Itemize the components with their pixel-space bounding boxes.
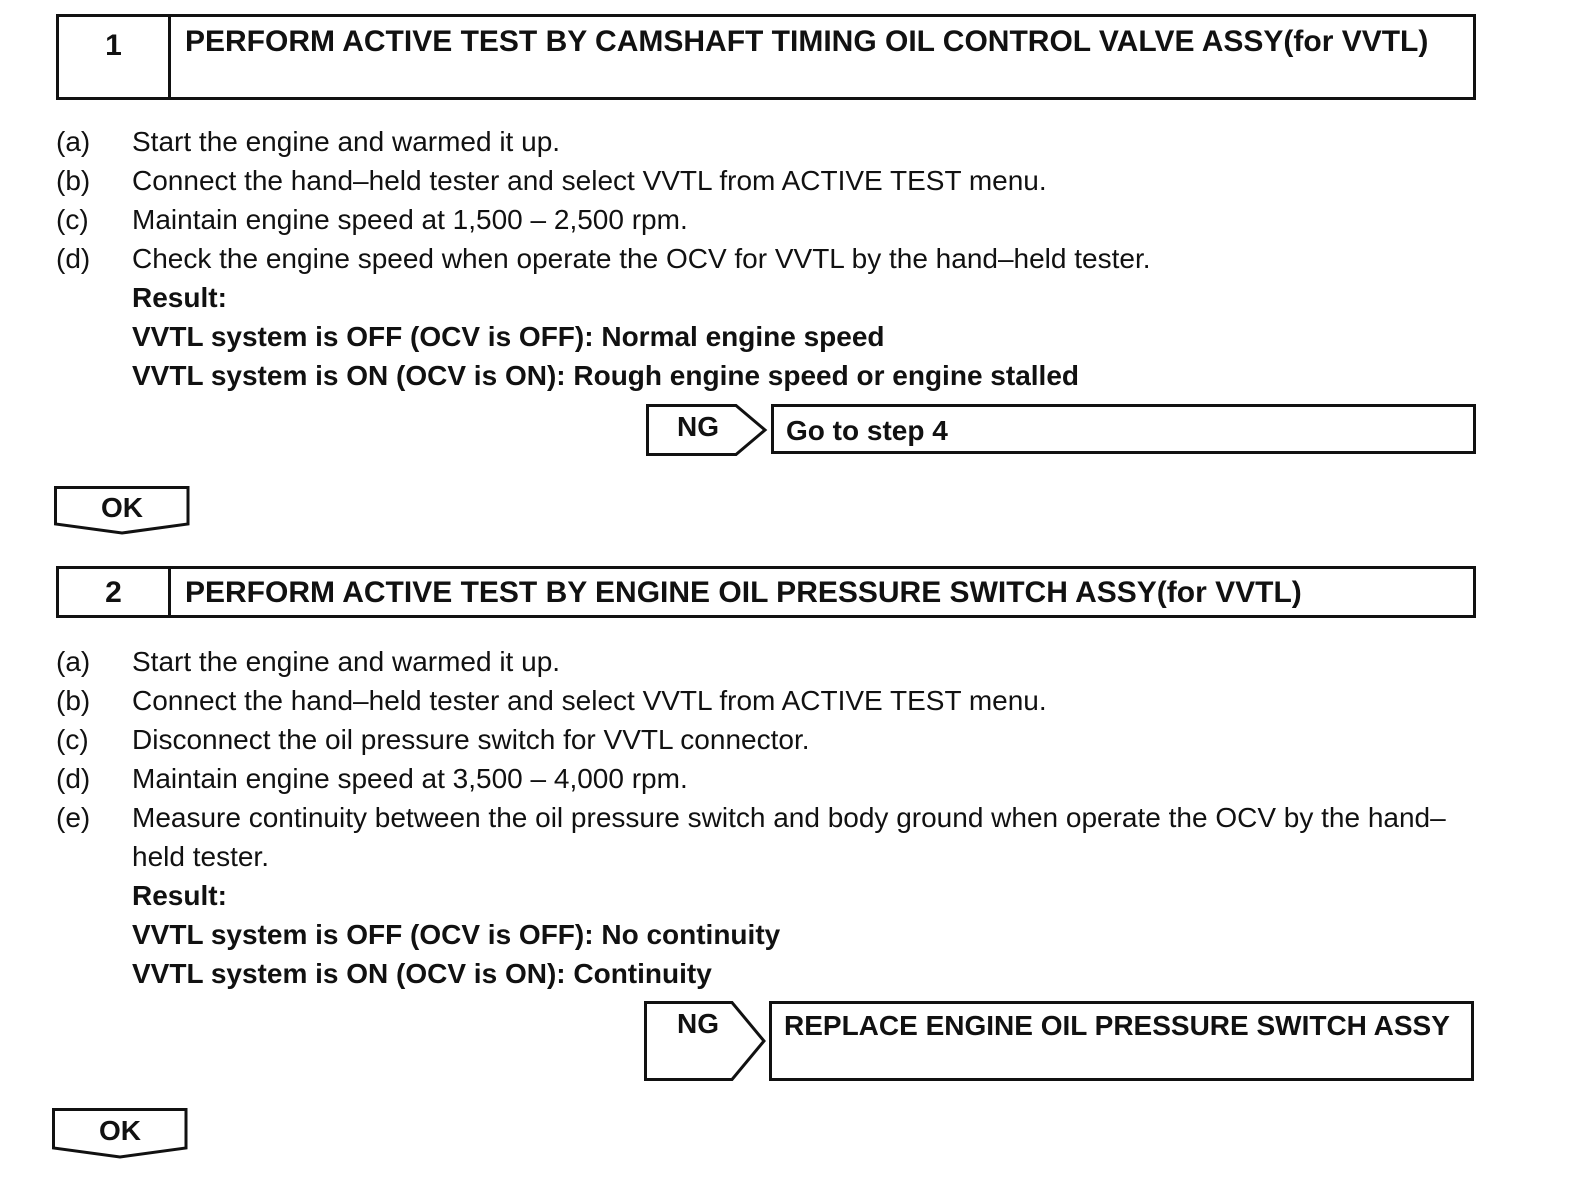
list-item bbox=[56, 161, 1496, 200]
list-item bbox=[56, 642, 1476, 681]
list-item bbox=[56, 759, 1476, 798]
item-label: (c) bbox=[56, 724, 89, 755]
item-label: (b) bbox=[56, 685, 91, 716]
step-1-title: PERFORM ACTIVE TEST BY CAMSHAFT TIMING OIL CONTROL VALVE ASSY(for VVTL) bbox=[185, 25, 1429, 58]
step-2-header bbox=[56, 566, 1476, 618]
step-1-header bbox=[56, 14, 1476, 100]
item-text: Connect the hand–held tester and select VVTL from ACTIVE TEST menu. bbox=[132, 165, 1047, 196]
item-label: (a) bbox=[56, 646, 91, 677]
step-1-result bbox=[132, 278, 1079, 395]
list-item bbox=[56, 239, 1496, 278]
result-heading: Result: bbox=[132, 282, 227, 313]
list-item bbox=[56, 720, 1476, 759]
step-1-ng-label: NG bbox=[677, 411, 719, 442]
step-2-ng-label: NG bbox=[677, 1008, 719, 1039]
item-text: Disconnect the oil pressure switch for VVTL connector. bbox=[132, 724, 810, 755]
step-2-number: 2 bbox=[59, 569, 171, 615]
result-line: VVTL system is ON (OCV is ON): Continuity bbox=[132, 958, 712, 989]
item-label: (e) bbox=[56, 802, 91, 833]
list-item bbox=[56, 798, 1476, 876]
step-1-instructions bbox=[56, 122, 1496, 278]
item-text: Check the engine speed when operate the OCV for VVTL by the hand–held tester. bbox=[132, 243, 1151, 274]
step-2-title: PERFORM ACTIVE TEST BY ENGINE OIL PRESSURE SWITCH ASSY(for VVTL) bbox=[185, 576, 1302, 609]
item-text: Measure continuity between the oil pressure switch and body ground when operate the OCV by the hand–held tester. bbox=[132, 802, 1446, 872]
item-text: Maintain engine speed at 1,500 – 2,500 rpm. bbox=[132, 204, 688, 235]
result-line: VVTL system is ON (OCV is ON): Rough engine speed or engine stalled bbox=[132, 360, 1079, 391]
item-text: Start the engine and warmed it up. bbox=[132, 646, 561, 677]
item-text: Connect the hand–held tester and select VVTL from ACTIVE TEST menu. bbox=[132, 685, 1047, 716]
list-item bbox=[56, 122, 1496, 161]
item-label: (d) bbox=[56, 243, 91, 274]
step-2-ng-action: REPLACE ENGINE OIL PRESSURE SWITCH ASSY bbox=[769, 1001, 1474, 1081]
result-line: VVTL system is OFF (OCV is OFF): No continuity bbox=[132, 919, 781, 950]
item-text: Maintain engine speed at 3,500 – 4,000 rpm. bbox=[132, 763, 688, 794]
item-label: (b) bbox=[56, 165, 91, 196]
step-1-ok-label: OK bbox=[101, 492, 143, 523]
result-heading: Result: bbox=[132, 880, 227, 911]
step-2-result bbox=[132, 876, 780, 993]
step-1-number: 1 bbox=[59, 17, 171, 97]
step-2-instructions bbox=[56, 642, 1476, 876]
list-item bbox=[56, 200, 1496, 239]
result-line: VVTL system is OFF (OCV is OFF): Normal engine speed bbox=[132, 321, 885, 352]
step-2-ok-label: OK bbox=[99, 1115, 141, 1146]
item-label: (a) bbox=[56, 126, 91, 157]
step-1-ng-action: Go to step 4 bbox=[771, 404, 1476, 454]
list-item bbox=[56, 681, 1476, 720]
item-label: (c) bbox=[56, 204, 89, 235]
item-label: (d) bbox=[56, 763, 91, 794]
item-text: Start the engine and warmed it up. bbox=[132, 126, 561, 157]
